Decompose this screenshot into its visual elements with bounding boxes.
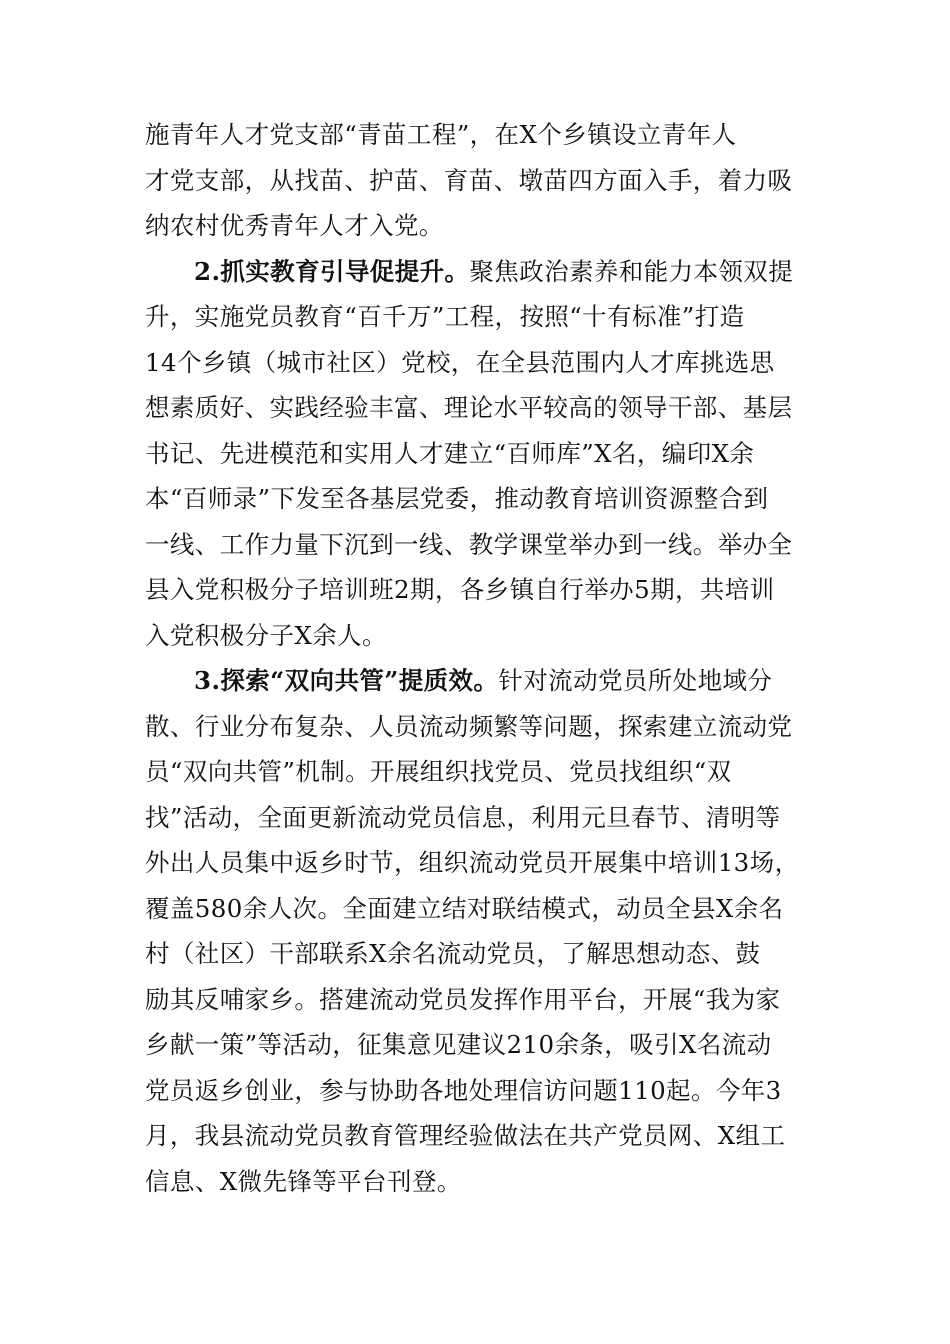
text-line: 信息、X微先锋等平台刊登。 <box>145 1166 462 1196</box>
text-line: 月，我县流动党员教育管理经验做法在共产党员网、X组工 <box>145 1121 786 1150</box>
text-line: 入党积极分子X余人。 <box>145 620 387 650</box>
text-line: 14个乡镇（城市社区）党校，在全县范围内人才库挑选思 <box>145 347 775 377</box>
text-line: 升，实施党员教育“百千万”工程，按照“十有标准”打造 <box>145 302 745 331</box>
text-line: 员“双向共管”机制。开展组织找党员、党员找组织“双 <box>145 757 732 786</box>
text-line-first <box>145 658 810 704</box>
text-line: 散、行业分布复杂、人员流动频繁等问题，探索建立流动党 <box>145 711 793 741</box>
document-body <box>145 112 810 1204</box>
paragraph-2 <box>145 249 810 659</box>
text-line: 村（社区）干部联系X余名流动党员，了解思想动态、鼓 <box>145 939 761 968</box>
text-line: 才党支部，从找苗、护苗、育苗、墩苗四方面入手，着力吸 <box>145 165 793 195</box>
heading-continuation: 针对流动党员所处地域分 <box>498 666 773 695</box>
section-heading-3: 3.探索“双向共管”提质效。 <box>194 666 499 695</box>
text-line: 县入党积极分子培训班2期，各乡镇自行举办5期，共培训 <box>145 575 775 604</box>
text-line: 书记、先进模范和实用人才建立“百师库”X名，编印X余 <box>145 438 755 468</box>
text-line: 励其反哺家乡。搭建流动党员发挥作用平台，开展“我为家 <box>145 984 781 1014</box>
text-line: 本“百师录”下发至各基层党委，推动教育培训资源整合到 <box>145 484 769 513</box>
text-line: 党员返乡创业，参与协助各地处理信访问题110起。今年3 <box>145 1075 782 1105</box>
text-line: 想素质好、实践经验丰富、理论水平较高的领导干部、基层 <box>145 393 793 422</box>
text-line: 找”活动，全面更新流动党员信息，利用元旦春节、清明等 <box>145 802 781 832</box>
text-line-first <box>145 249 810 295</box>
heading-continuation: 聚焦政治素养和能力本领双提 <box>469 256 794 286</box>
section-heading-2: 2.抓实教育引导促提升。 <box>194 256 470 286</box>
text-line: 施青年人才党支部“青苗工程”，在X个乡镇设立青年人 <box>145 120 737 149</box>
text-line: 外出人员集中返乡时节，组织流动党员开展集中培训13场， <box>145 848 800 877</box>
paragraph-3 <box>145 658 810 1204</box>
text-line: 一线、工作力量下沉到一线、教学课堂举办到一线。举办全 <box>145 529 793 559</box>
text-line: 覆盖580余人次。全面建立结对联结模式，动员全县X余名 <box>145 893 784 923</box>
text-line: 乡献一策”等活动，征集意见建议210余条，吸引X名流动 <box>145 1030 772 1059</box>
paragraph-1 <box>145 112 810 249</box>
text-line: 纳农村优秀青年人才入党。 <box>145 211 444 240</box>
